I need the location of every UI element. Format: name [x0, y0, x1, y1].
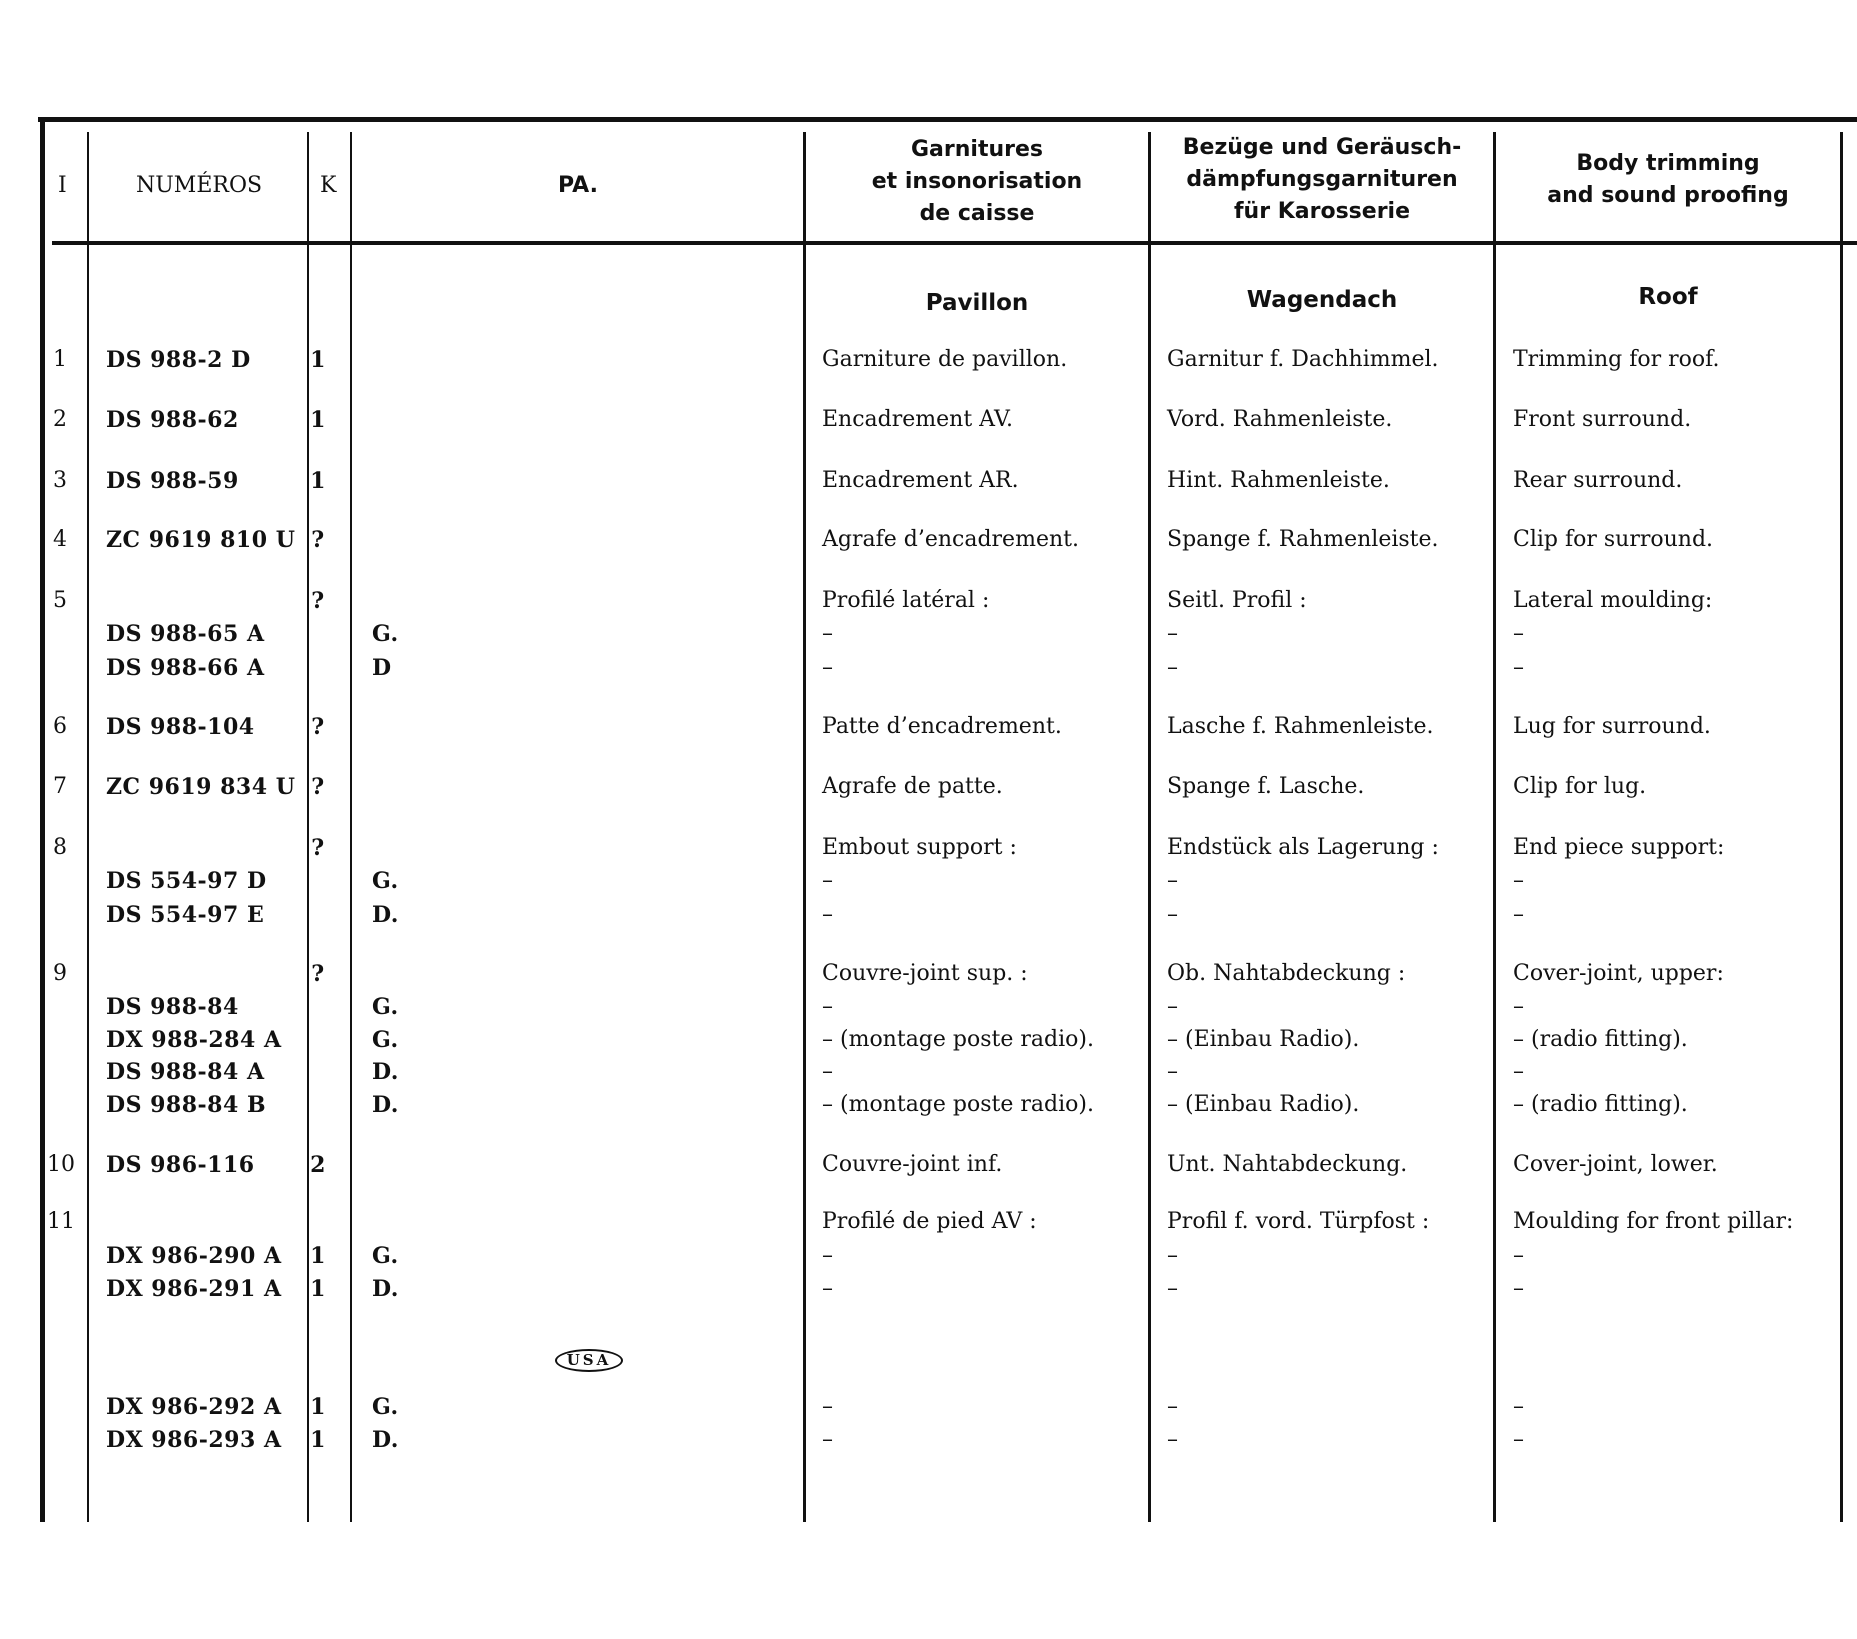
part-number: DS 554-97 E	[106, 902, 265, 928]
desc-en: Moulding for front pillar:	[1513, 1209, 1794, 1234]
item-index: 7	[53, 774, 67, 799]
desc-fr: Agrafe de patte.	[822, 774, 1003, 799]
part-number: DS 554-97 D	[106, 868, 267, 894]
header-numeros: NUMÉROS	[136, 173, 263, 198]
side-code: D.	[372, 1276, 399, 1302]
part-number: DS 988-59	[106, 468, 239, 494]
desc-fr: –	[822, 655, 833, 680]
desc-fr: –	[822, 1394, 833, 1419]
section-heading-de: Wagendach	[1246, 287, 1398, 313]
header-en	[1496, 148, 1840, 212]
desc-de: –	[1167, 655, 1178, 680]
desc-fr: Embout support :	[822, 835, 1017, 860]
side-code: G.	[372, 1394, 399, 1420]
item-index: 6	[53, 714, 67, 739]
desc-en: –	[1513, 621, 1524, 646]
desc-fr: Couvre-joint inf.	[822, 1152, 1003, 1177]
desc-de: –	[1167, 1243, 1178, 1268]
desc-en: –	[1513, 868, 1524, 893]
part-number: ZC 9619 810 U	[106, 527, 296, 553]
desc-de: Hint. Rahmenleiste.	[1167, 468, 1390, 493]
header-en-line: Body trimming	[1576, 151, 1760, 176]
quantity: 1	[310, 1394, 326, 1420]
desc-de: –	[1167, 621, 1178, 646]
side-code: D.	[372, 1092, 399, 1118]
desc-en: Lug for surround.	[1513, 714, 1711, 739]
desc-de: –	[1167, 1394, 1178, 1419]
desc-en: –	[1513, 902, 1524, 927]
side-code: D.	[372, 902, 399, 928]
header-fr-line: Garnitures	[911, 137, 1043, 162]
desc-fr: Encadrement AV.	[822, 407, 1013, 432]
desc-de: Ob. Nahtabdeckung :	[1167, 961, 1406, 986]
desc-en: –	[1513, 1276, 1524, 1301]
side-code: G.	[372, 621, 399, 647]
desc-fr: –	[822, 1243, 833, 1268]
col-rule-i	[87, 132, 89, 1522]
part-number: DX 988-284 A	[106, 1027, 282, 1053]
side-code: G.	[372, 1243, 399, 1269]
desc-en: Trimming for roof.	[1513, 347, 1720, 372]
desc-fr: Garniture de pavillon.	[822, 347, 1068, 372]
desc-de: Vord. Rahmenleiste.	[1167, 407, 1393, 432]
desc-fr: –	[822, 1276, 833, 1301]
desc-en: End piece support:	[1513, 835, 1725, 860]
header-de-line: dämpfungsgarnituren	[1186, 167, 1458, 192]
side-code: G.	[372, 1027, 399, 1053]
quantity: 1	[310, 1276, 326, 1302]
desc-de: –	[1167, 1427, 1178, 1452]
item-index: 8	[53, 835, 67, 860]
desc-de: –	[1167, 1059, 1178, 1084]
desc-en: –	[1513, 655, 1524, 680]
col-rule-pa	[803, 132, 806, 1522]
part-number: DS 988-104	[106, 714, 255, 740]
col-rule-en	[1840, 132, 1843, 1522]
desc-en: –	[1513, 1427, 1524, 1452]
col-rule-numeros	[307, 132, 309, 1522]
quantity: 1	[310, 1427, 326, 1453]
desc-fr: Profilé latéral :	[822, 588, 990, 613]
desc-en: Clip for surround.	[1513, 527, 1714, 552]
desc-de: – (Einbau Radio).	[1167, 1092, 1360, 1117]
quantity: ?	[311, 588, 325, 614]
quantity: ?	[311, 527, 325, 553]
part-number: DS 988-84 A	[106, 1059, 265, 1085]
quantity: ?	[311, 774, 325, 800]
desc-en: – (radio fitting).	[1513, 1092, 1688, 1117]
desc-de: Spange f. Lasche.	[1167, 774, 1365, 799]
desc-fr: Patte d’encadrement.	[822, 714, 1062, 739]
part-number: DS 988-2 D	[106, 347, 251, 373]
item-index: 5	[53, 588, 67, 613]
desc-en: Lateral moulding:	[1513, 588, 1713, 613]
header-rule	[52, 241, 1857, 245]
desc-fr: Couvre-joint sup. :	[822, 961, 1028, 986]
quantity: 1	[310, 347, 326, 373]
desc-fr: –	[822, 1427, 833, 1452]
left-border-rule	[40, 120, 45, 1522]
desc-fr: –	[822, 868, 833, 893]
col-rule-fr	[1148, 132, 1151, 1522]
desc-fr: –	[822, 994, 833, 1019]
desc-de: –	[1167, 868, 1178, 893]
part-number: DS 988-65 A	[106, 621, 265, 647]
quantity: 2	[310, 1152, 326, 1178]
desc-en: –	[1513, 994, 1524, 1019]
desc-en: Cover-joint, upper:	[1513, 961, 1724, 986]
desc-de: Seitl. Profil :	[1167, 588, 1307, 613]
desc-en: – (radio fitting).	[1513, 1027, 1688, 1052]
item-index: 9	[53, 961, 67, 986]
part-number: DS 988-62	[106, 407, 239, 433]
col-rule-de	[1493, 132, 1496, 1522]
desc-en: –	[1513, 1243, 1524, 1268]
part-number: DS 988-66 A	[106, 655, 265, 681]
desc-de: Lasche f. Rahmenleiste.	[1167, 714, 1434, 739]
desc-fr: Profilé de pied AV :	[822, 1209, 1037, 1234]
section-heading-en: Roof	[1638, 284, 1698, 310]
desc-de: Profil f. vord. Türpfost :	[1167, 1209, 1430, 1234]
part-number: DX 986-292 A	[106, 1394, 282, 1420]
usa-badge: USA	[555, 1349, 623, 1372]
desc-en: –	[1513, 1059, 1524, 1084]
desc-en: Clip for lug.	[1513, 774, 1647, 799]
item-index: 10	[47, 1152, 75, 1177]
section-heading-fr: Pavillon	[925, 290, 1029, 316]
header-pa: PA.	[558, 173, 598, 198]
desc-en: Cover-joint, lower.	[1513, 1152, 1718, 1177]
quantity: 1	[310, 407, 326, 433]
quantity: ?	[311, 835, 325, 861]
desc-fr: Agrafe d’encadrement.	[822, 527, 1079, 552]
header-de-line: Bezüge und Geräusch-	[1182, 135, 1462, 160]
side-code: G.	[372, 994, 399, 1020]
desc-de: Garnitur f. Dachhimmel.	[1167, 347, 1439, 372]
part-number: DX 986-291 A	[106, 1276, 282, 1302]
desc-fr: – (montage poste radio).	[822, 1092, 1094, 1117]
desc-fr: Encadrement AR.	[822, 468, 1019, 493]
col-rule-k	[350, 132, 352, 1522]
side-code: D	[372, 655, 392, 681]
desc-en: –	[1513, 1394, 1524, 1419]
header-fr	[806, 134, 1148, 230]
quantity: ?	[311, 961, 325, 987]
desc-fr: –	[822, 1059, 833, 1084]
item-index: 11	[47, 1209, 75, 1234]
item-index: 2	[53, 407, 67, 432]
desc-de: – (Einbau Radio).	[1167, 1027, 1360, 1052]
desc-de: –	[1167, 1276, 1178, 1301]
quantity: 1	[310, 468, 326, 494]
desc-fr: –	[822, 902, 833, 927]
desc-en: Rear surround.	[1513, 468, 1683, 493]
header-fr-line: de caisse	[919, 201, 1035, 226]
header-de	[1151, 132, 1493, 228]
side-code: D.	[372, 1059, 399, 1085]
header-i: I	[58, 173, 67, 198]
quantity: 1	[310, 1243, 326, 1269]
header-de-line: für Karosserie	[1233, 199, 1411, 224]
item-index: 4	[53, 527, 67, 552]
desc-en: Front surround.	[1513, 407, 1692, 432]
desc-fr: –	[822, 621, 833, 646]
side-code: G.	[372, 868, 399, 894]
desc-de: –	[1167, 994, 1178, 1019]
desc-de: Unt. Nahtabdeckung.	[1167, 1152, 1408, 1177]
header-fr-line: et insonorisation	[871, 169, 1083, 194]
header-k: K	[320, 173, 337, 198]
header-en-line: and sound proofing	[1547, 183, 1789, 208]
item-index: 1	[53, 347, 67, 372]
part-number: DX 986-290 A	[106, 1243, 282, 1269]
part-number: DS 988-84 B	[106, 1092, 267, 1118]
desc-fr: – (montage poste radio).	[822, 1027, 1094, 1052]
top-rule	[38, 117, 1857, 122]
desc-de: Endstück als Lagerung :	[1167, 835, 1439, 860]
desc-de: Spange f. Rahmenleiste.	[1167, 527, 1439, 552]
part-number: ZC 9619 834 U	[106, 774, 296, 800]
quantity: ?	[311, 714, 325, 740]
side-code: D.	[372, 1427, 399, 1453]
part-number: DX 986-293 A	[106, 1427, 282, 1453]
item-index: 3	[53, 468, 67, 493]
desc-de: –	[1167, 902, 1178, 927]
part-number: DS 986-116	[106, 1152, 255, 1178]
part-number: DS 988-84	[106, 994, 239, 1020]
